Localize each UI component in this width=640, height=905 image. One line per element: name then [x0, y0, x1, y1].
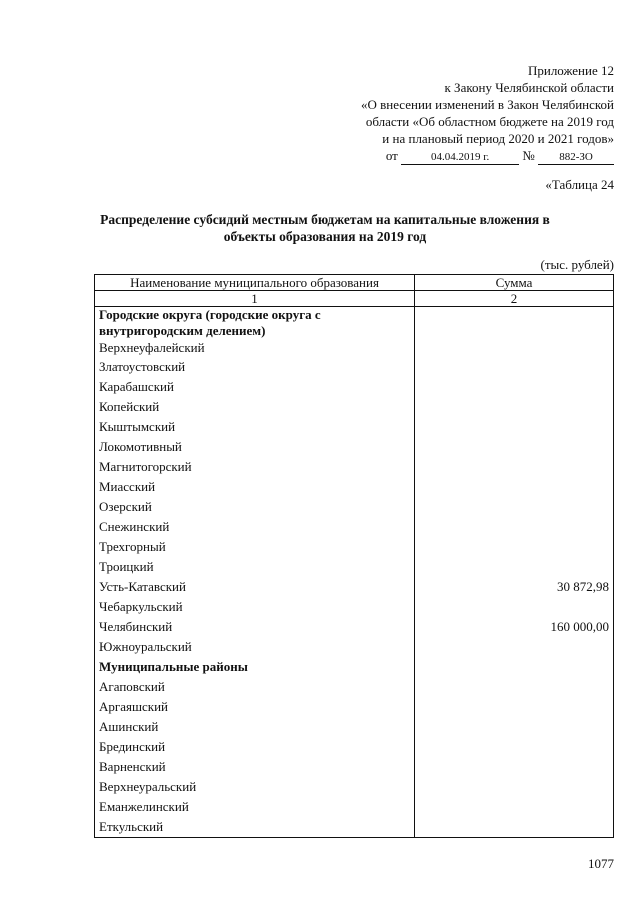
date-prefix: от [385, 148, 398, 163]
amount [415, 457, 614, 477]
amount [415, 357, 614, 377]
subsidy-table [94, 274, 614, 838]
page-number: 1077 [588, 856, 614, 871]
municipality-name: Усть-Катавский [95, 577, 415, 597]
amount [415, 397, 614, 417]
table-row [95, 637, 614, 657]
annex-line: Приложение 12 [527, 63, 614, 78]
amount [415, 517, 614, 537]
group-row [95, 307, 614, 340]
law-reference [294, 147, 614, 165]
amount [415, 417, 614, 437]
annex-line: и на плановый период 2020 и 2021 годов» [382, 131, 614, 146]
municipality-name: Верхнеуфалейский [95, 339, 415, 357]
amount [415, 797, 614, 817]
table-row [95, 477, 614, 497]
table-label: «Таблица 24 [545, 177, 614, 192]
amount [415, 817, 614, 838]
municipality-name: Верхнеуральский [95, 777, 415, 797]
table-row [95, 797, 614, 817]
amount [415, 377, 614, 397]
municipality-name: Карабашский [95, 377, 415, 397]
table-row [95, 417, 614, 437]
municipality-name: Агаповский [95, 677, 415, 697]
municipality-name: Южноуральский [95, 637, 415, 657]
municipality-name: Чебаркульский [95, 597, 415, 617]
group-title: Городские округа (городские округа с внутригородским делением) [95, 307, 415, 340]
municipality-name: Озерский [95, 497, 415, 517]
amount: 160 000,00 [415, 617, 614, 637]
amount [415, 437, 614, 457]
amount [415, 557, 614, 577]
group-amount [415, 307, 614, 340]
annex-line: области «Об областном бюджете на 2019 год [365, 114, 614, 129]
table-row [95, 437, 614, 457]
amount [415, 757, 614, 777]
table-row [95, 757, 614, 777]
table-row [95, 457, 614, 477]
amount [415, 637, 614, 657]
table-row [95, 717, 614, 737]
unit-label: (тыс. рублей) [540, 257, 614, 272]
col2-number: 2 [415, 291, 614, 307]
municipality-name: Ашинский [95, 717, 415, 737]
table-row [95, 617, 614, 637]
document-title: Распределение субсидий местным бюджетам на капитальные вложения в объекты образования на 2019 год [100, 212, 550, 244]
amount [415, 737, 614, 757]
table-row [95, 557, 614, 577]
col1-header: Наименование муниципального образования [95, 275, 415, 291]
table-row [95, 697, 614, 717]
municipality-name: Копейский [95, 397, 415, 417]
law-date: 04.04.2019 г. [401, 151, 519, 165]
header-row [95, 275, 614, 291]
municipality-name: Челябинский [95, 617, 415, 637]
municipality-name: Кыштымский [95, 417, 415, 437]
table-row [95, 577, 614, 597]
table-row [95, 657, 614, 677]
municipality-name: Еманжелинский [95, 797, 415, 817]
municipality-name: Еткульский [95, 817, 415, 838]
municipality-name: Трехгорный [95, 537, 415, 557]
table-row [95, 377, 614, 397]
amount: 30 872,98 [415, 577, 614, 597]
municipality-name: Муниципальные районы [95, 657, 415, 677]
table-row [95, 737, 614, 757]
table-row [95, 777, 614, 797]
amount [415, 537, 614, 557]
annex-line: к Закону Челябинской области [444, 80, 614, 95]
amount [415, 497, 614, 517]
number-prefix: № [522, 148, 535, 163]
municipality-name: Варненский [95, 757, 415, 777]
municipality-name: Аргаяшский [95, 697, 415, 717]
amount [415, 657, 614, 677]
amount [415, 477, 614, 497]
amount [415, 777, 614, 797]
amount [415, 597, 614, 617]
table-row [95, 517, 614, 537]
table-row [95, 339, 614, 357]
municipality-name: Магнитогорский [95, 457, 415, 477]
municipality-name: Троицкий [95, 557, 415, 577]
municipality-name: Миасский [95, 477, 415, 497]
col1-number: 1 [95, 291, 415, 307]
municipality-name: Локомотивный [95, 437, 415, 457]
law-number: 882-ЗО [538, 151, 614, 165]
table-row [95, 817, 614, 838]
table-row [95, 357, 614, 377]
table-row [95, 677, 614, 697]
amount [415, 697, 614, 717]
municipality-name: Златоустовский [95, 357, 415, 377]
table-row [95, 497, 614, 517]
amount [415, 677, 614, 697]
municipality-name: Снежинский [95, 517, 415, 537]
table-row [95, 597, 614, 617]
annex-header [294, 62, 614, 165]
amount [415, 717, 614, 737]
col2-header: Сумма [415, 275, 614, 291]
annex-line: «О внесении изменений в Закон Челябинской [360, 97, 614, 112]
table-row [95, 397, 614, 417]
municipality-name: Брединский [95, 737, 415, 757]
table-row [95, 537, 614, 557]
column-number-row [95, 291, 614, 307]
amount [415, 339, 614, 357]
table-body [95, 275, 614, 838]
